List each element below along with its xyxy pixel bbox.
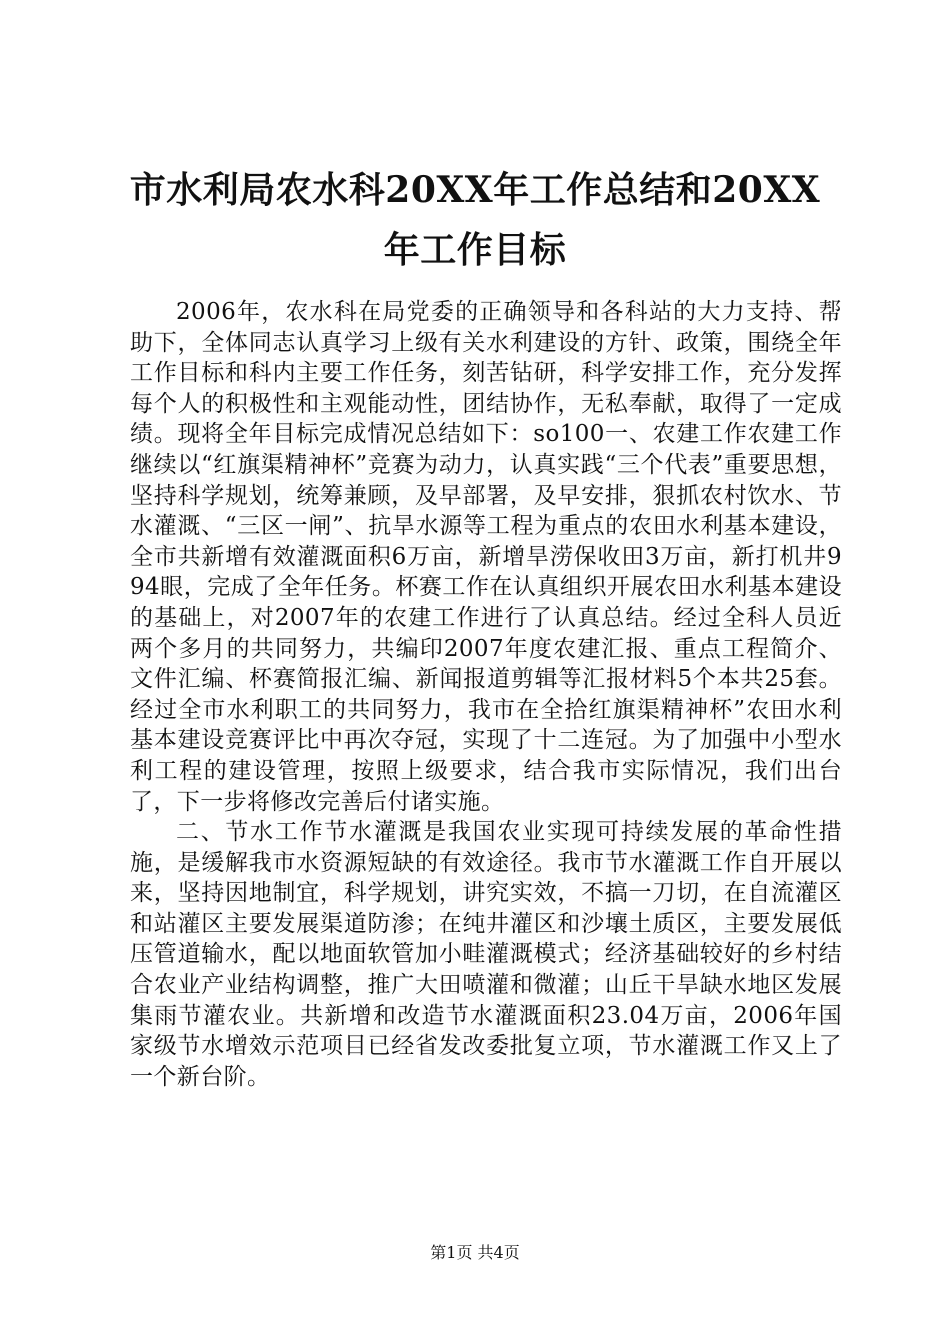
- body-paragraph-2: 二、节水工作节水灌溉是我国农业实现可持续发展的革命性措施，是缓解我市水资源短缺的有效途径。我市节水灌溉工作自开展以来，坚持因地制宜，科学规划，讲究实效，不搞一刀切，在自流灌区和站灌区主要发展渠道防渗；在纯井灌区和沙壤土质区，主要发展低压管道输水，配以地面软管加小畦灌溉模式；经济基础较好的乡村结合农业产业结构调整，推广大田喷灌和微灌；山丘干旱缺水地区发展集雨节灌农业。共新增和改造节水灌溉面积23.04万亩，2006年国家级节水增效示范项目已经省发改委批复立项，节水灌溉工作又上了一个新台阶。: [130, 819, 842, 1090]
- document-body: [130, 297, 842, 1092]
- page-number-footer: 第1页 共4页: [430, 1243, 520, 1262]
- document-title: 市水利局农水科20XX年工作总结和20XX年工作目标: [129, 169, 821, 271]
- body-paragraph-1: 2006年，农水科在局党委的正确领导和各科站的大力支持、帮助下，全体同志认真学习上级有关水利建设的方针、政策，围绕全年工作目标和科内主要工作任务，刻苦钻研，科学安排工作，充分发挥每个人的积极性和主观能动性，团结协作，无私奉献，取得了一定成绩。现将全年目标完成情况总结如下：so100一、农建工作农建工作继续以“红旗渠精神杯”竞赛为动力，认真实践“三个代表”重要思想，坚持科学规划，统筹兼顾，及早部署，及早安排，狠抓农村饮水、节水灌溉、“三区一闸”、抗旱水源等工程为重点的农田水利基本建设，全市共新增有效灌溉面积6万亩，新增旱涝保收田3万亩，新打机井994眼，完成了全年任务。杯赛工作在认真组织开展农田水利基本建设的基础上，对2007年的农建工作进行了认真总结。经过全科人员近两个多月的共同努力，共编印2007年度农建汇报、重点工程简介、文件汇编、杯赛简报汇编、新闻报道剪辑等汇报材料5个本共25套。经过全市水利职工的共同努力，我市在全拾红旗渠精神杯”农田水利基本建设竞赛评比中再次夺冠，实现了十二连冠。为了加强中小型水利工程的建设管理，按照上级要求，结合我市实际情况，我们出台了，下一步将修改完善后付诸实施。: [130, 299, 842, 815]
